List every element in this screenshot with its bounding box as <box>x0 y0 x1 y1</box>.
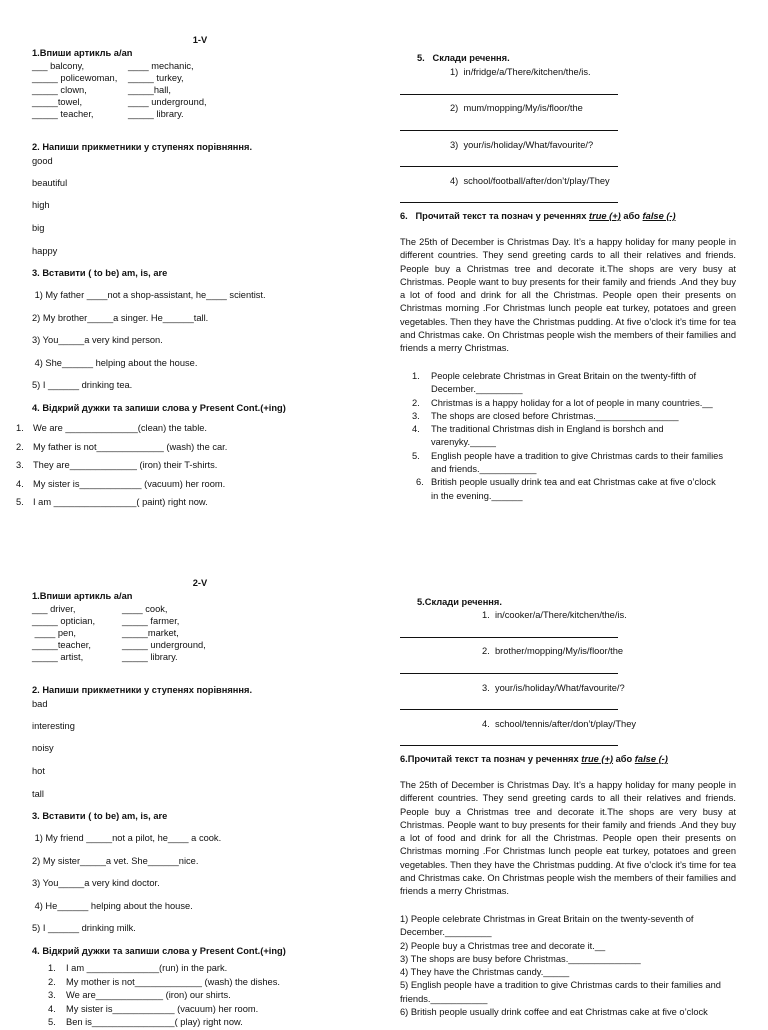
true-false-item: The traditional Christmas dish in England is borshch and varenyky._____ <box>431 424 664 448</box>
present-cont-item: My sister is____________ (vacuum) her room. <box>66 1003 259 1014</box>
answer-line <box>400 745 618 746</box>
answer-line <box>400 637 618 638</box>
true-false-item: People celebrate Christmas in Great Britain on the twenty-fifth of December._________ <box>431 371 697 395</box>
true-false-item: 2) People buy a Christmas tree and decorate it.__ <box>400 940 606 951</box>
item-number: 2. <box>412 397 420 408</box>
tobe-item: 2) My sister_____a vet. She______nice. <box>32 856 199 866</box>
heading-text: або <box>620 211 643 221</box>
item-number: 4. <box>16 478 24 489</box>
task-heading: 2. Напиши прикметники у ступенях порівняння. <box>32 142 253 152</box>
article-item: _____ artist, <box>32 652 84 663</box>
answer-line <box>400 94 618 95</box>
item-number: 1. <box>412 371 420 381</box>
adjective-word: tall <box>32 789 44 799</box>
item-number: 1. <box>16 423 24 433</box>
task-heading: 4. Відкрий дужки та запиши слова у Present Cont.(+ing) <box>32 946 286 956</box>
item-number: 1) <box>450 67 459 77</box>
tobe-item: 3) You_____a very kind doctor. <box>32 878 160 888</box>
sentence-words: your/is/holiday/What/favourite/? <box>494 683 625 693</box>
sentence-item <box>482 718 636 730</box>
sentence-item <box>450 66 591 78</box>
article-item: _____ teacher, <box>32 109 94 120</box>
true-false-list <box>412 370 742 503</box>
article-item: _____hall, <box>128 85 171 96</box>
tobe-item: 4) She______ helping about the house. <box>32 358 198 368</box>
article-list <box>32 603 232 663</box>
item-number: 3. <box>482 683 490 693</box>
article-item: ____ underground, <box>128 97 207 108</box>
tobe-item: 5) I ______ drinking milk. <box>32 923 136 933</box>
item-number: 5. <box>412 450 420 461</box>
item-number: 3. <box>412 410 420 421</box>
article-item: _____teacher, <box>32 640 91 651</box>
article-item: _____market, <box>122 628 179 639</box>
sentence-words: school/tennis/after/don’t/play/They <box>494 719 637 729</box>
variant-title: 2-V <box>192 578 208 588</box>
adjective-word: happy <box>32 246 58 256</box>
sentence-item <box>450 175 610 187</box>
true-false-item: 6) British people usually drink coffee and eat Christmas cake at five o’clock <box>400 1007 708 1018</box>
true-false-item: 5) English people have a tradition to give Christmas cards to their families and friends.___________ <box>400 980 721 1004</box>
tobe-item: 5) I ______ drinking tea. <box>32 380 133 390</box>
true-false-item: 4) They have the Christmas candy._____ <box>400 967 570 978</box>
item-number: 5. <box>48 1017 56 1027</box>
adjective-word: interesting <box>32 721 75 731</box>
item-number: 2. <box>48 976 56 987</box>
present-cont-item: My mother is not_____________ (wash) the dishes. <box>66 976 280 987</box>
true-false-item: The shops are closed before Christmas.________________ <box>431 410 679 421</box>
article-item: _____ farmer, <box>122 616 180 627</box>
item-number: 3) <box>450 140 459 150</box>
tobe-item: 4) He______ helping about the house. <box>32 901 193 911</box>
item-number: 4) <box>450 176 459 186</box>
adjective-word: noisy <box>32 743 54 753</box>
present-cont-item: I am ______________(run) in the park. <box>66 963 228 973</box>
article-item: _____towel, <box>32 97 83 108</box>
adjective-word: bad <box>32 699 48 709</box>
sentence-item <box>450 102 583 114</box>
article-item: _____ library. <box>122 652 178 663</box>
christmas-text: The 25th of December is Christmas Day. It’s a happy holiday for many people in different countries. They send greeting cards to all their relatives and friends. People buy a Christmas tree and decorate it.The shops are very busy at Christmas. People want to buy presents for their family and friends .And they buy a lot of food and drink for all the Christmas. People open their presents on Christmas morning .For Christmas lunch people eat turkey, potatoes and green vegetables. Then they have the Christmas pudding. At five o’clock it’s time for tea and Christmas cake. On Christmas people wish the members of their families and friends a merry Christmas. <box>400 780 736 897</box>
present-cont-item: My sister is____________ (vacuum) her room. <box>33 478 226 489</box>
article-item: _____ turkey, <box>128 73 184 84</box>
article-item: ___ driver, <box>32 604 76 614</box>
task-heading: 2. Напиши прикметники у ступенях порівняння. <box>32 685 253 695</box>
true-label: true (+) <box>589 211 621 221</box>
item-number: 3. <box>48 990 56 1000</box>
sentence-item <box>482 645 623 657</box>
task-heading: 3. Вставити ( to be) am, is, are <box>32 268 168 278</box>
article-item: _____ underground, <box>122 640 206 651</box>
answer-line <box>400 166 618 167</box>
present-cont-list <box>48 962 280 1030</box>
item-number: 4. <box>412 424 420 435</box>
sentence-words: your/is/holiday/What/favourite/? <box>463 140 594 150</box>
sentence-item <box>482 682 625 694</box>
true-false-item: English people have a tradition to give Christmas cards to their families and friends.___________ <box>431 450 723 475</box>
christmas-text: The 25th of December is Christmas Day. It’s a happy holiday for many people in different countries. They send greeting cards to all their relatives and friends. People buy a Christmas tree and decorate it.The shops are very busy at Christmas. People want to buy presents for their family and friends .And they buy a lot of food and drink for all the Christmas. People open their presents on Christmas morning .For Christmas lunch people eat turkey, potatoes and green vegetables. Then they have the Christmas pudding. At five o’clock it’s time for tea and Christmas cake. On Christmas people wish the members of their families and friends a merry Christmas. <box>400 237 736 354</box>
task-heading: 1.Впиши артикль a/an <box>32 48 133 58</box>
variant-title: 1-V <box>192 35 208 45</box>
article-item: ____ mechanic, <box>128 61 194 71</box>
adjective-word: high <box>32 200 50 210</box>
article-item: ___ balcony, <box>32 61 85 71</box>
article-item: ____ pen, <box>32 628 76 639</box>
task-heading: 4. Відкрий дужки та запиши слова у Present Cont.(+ing) <box>32 403 286 413</box>
present-cont-item: We are_____________ (iron) our shirts. <box>66 990 231 1000</box>
false-label: false (-) <box>634 754 668 764</box>
true-false-list <box>400 913 740 1019</box>
tobe-item: 1) My friend _____not a pilot, he____ a cook. <box>32 833 222 843</box>
present-cont-item: Ben is________________( play) right now. <box>66 1017 243 1027</box>
false-label: false (-) <box>642 211 676 221</box>
article-item: _____ clown, <box>32 85 87 96</box>
heading-text: 6. Прочитай текст та познач у реченнях <box>400 211 589 221</box>
tobe-item: 1) My father ____not a shop-assistant, he____ scientist. <box>32 290 266 300</box>
task-heading <box>400 210 676 222</box>
true-false-item: British people usually drink tea and eat Christmas cake at five o’clock in the evening.______ <box>431 477 716 501</box>
sentence-item <box>482 609 627 621</box>
item-number: 4. <box>48 1003 56 1014</box>
item-number: 2. <box>16 441 24 452</box>
sentence-item <box>450 139 593 151</box>
article-list <box>32 60 238 120</box>
task-heading: 5. Склади речення. <box>417 53 510 63</box>
task-heading <box>400 753 668 765</box>
answer-line <box>400 709 618 710</box>
item-number: 6. <box>416 477 424 488</box>
sentence-words: school/football/after/don’t/play/They <box>463 176 610 186</box>
heading-text: 6.Прочитай текст та познач у реченнях <box>400 754 582 764</box>
article-item: _____ library. <box>128 109 184 120</box>
adjective-word: beautiful <box>32 178 68 188</box>
task-heading: 1.Впиши артикль a/an <box>32 591 133 601</box>
item-number: 1. <box>48 963 56 973</box>
adjective-word: big <box>32 223 45 233</box>
task-heading: 3. Вставити ( to be) am, is, are <box>32 811 168 821</box>
answer-line <box>400 202 618 203</box>
tobe-item: 2) My brother_____a singer. He______tall. <box>32 313 209 323</box>
adjective-word: hot <box>32 766 45 776</box>
item-number: 3. <box>16 460 24 470</box>
item-number: 2) <box>450 103 459 113</box>
sentence-words: brother/mopping/My/is/floor/the <box>494 646 624 656</box>
true-label: true (+) <box>581 754 614 764</box>
sentence-words: mum/mopping/My/is/floor/the <box>463 103 583 113</box>
article-item: ____ cook, <box>122 604 168 614</box>
answer-line <box>400 673 618 674</box>
present-cont-item: We are ______________(clean) the table. <box>33 423 208 433</box>
sentence-words: in/fridge/a/There/kitchen/the/is. <box>463 67 591 77</box>
adjective-word: good <box>32 156 53 166</box>
true-false-item: 3) The shops are busy before Christmas.______________ <box>400 953 641 964</box>
article-item: _____ policewoman, <box>32 73 118 84</box>
present-cont-item: My father is not_____________ (wash) the car. <box>33 441 228 452</box>
item-number: 5. <box>16 497 24 507</box>
present-cont-list <box>16 419 227 512</box>
present-cont-item: They are_____________ (iron) their T-shirts. <box>33 460 218 470</box>
true-false-item: 1) People celebrate Christmas in Great Britain on the twenty-seventh of December._________ <box>400 914 694 938</box>
heading-text: або <box>613 754 635 764</box>
present-cont-item: I am ________________( paint) right now. <box>33 497 208 507</box>
answer-line <box>400 130 618 131</box>
item-number: 1. <box>482 610 490 620</box>
sentence-words: in/cooker/a/There/kitchen/the/is. <box>494 610 627 620</box>
true-false-item: Christmas is a happy holiday for a lot of people in many countries.__ <box>431 397 713 408</box>
task-heading: 5.Склади речення. <box>417 597 502 607</box>
item-number: 2. <box>482 646 490 656</box>
article-item: _____ optician, <box>32 616 96 627</box>
item-number: 4. <box>482 719 490 729</box>
tobe-item: 3) You_____a very kind person. <box>32 335 163 345</box>
